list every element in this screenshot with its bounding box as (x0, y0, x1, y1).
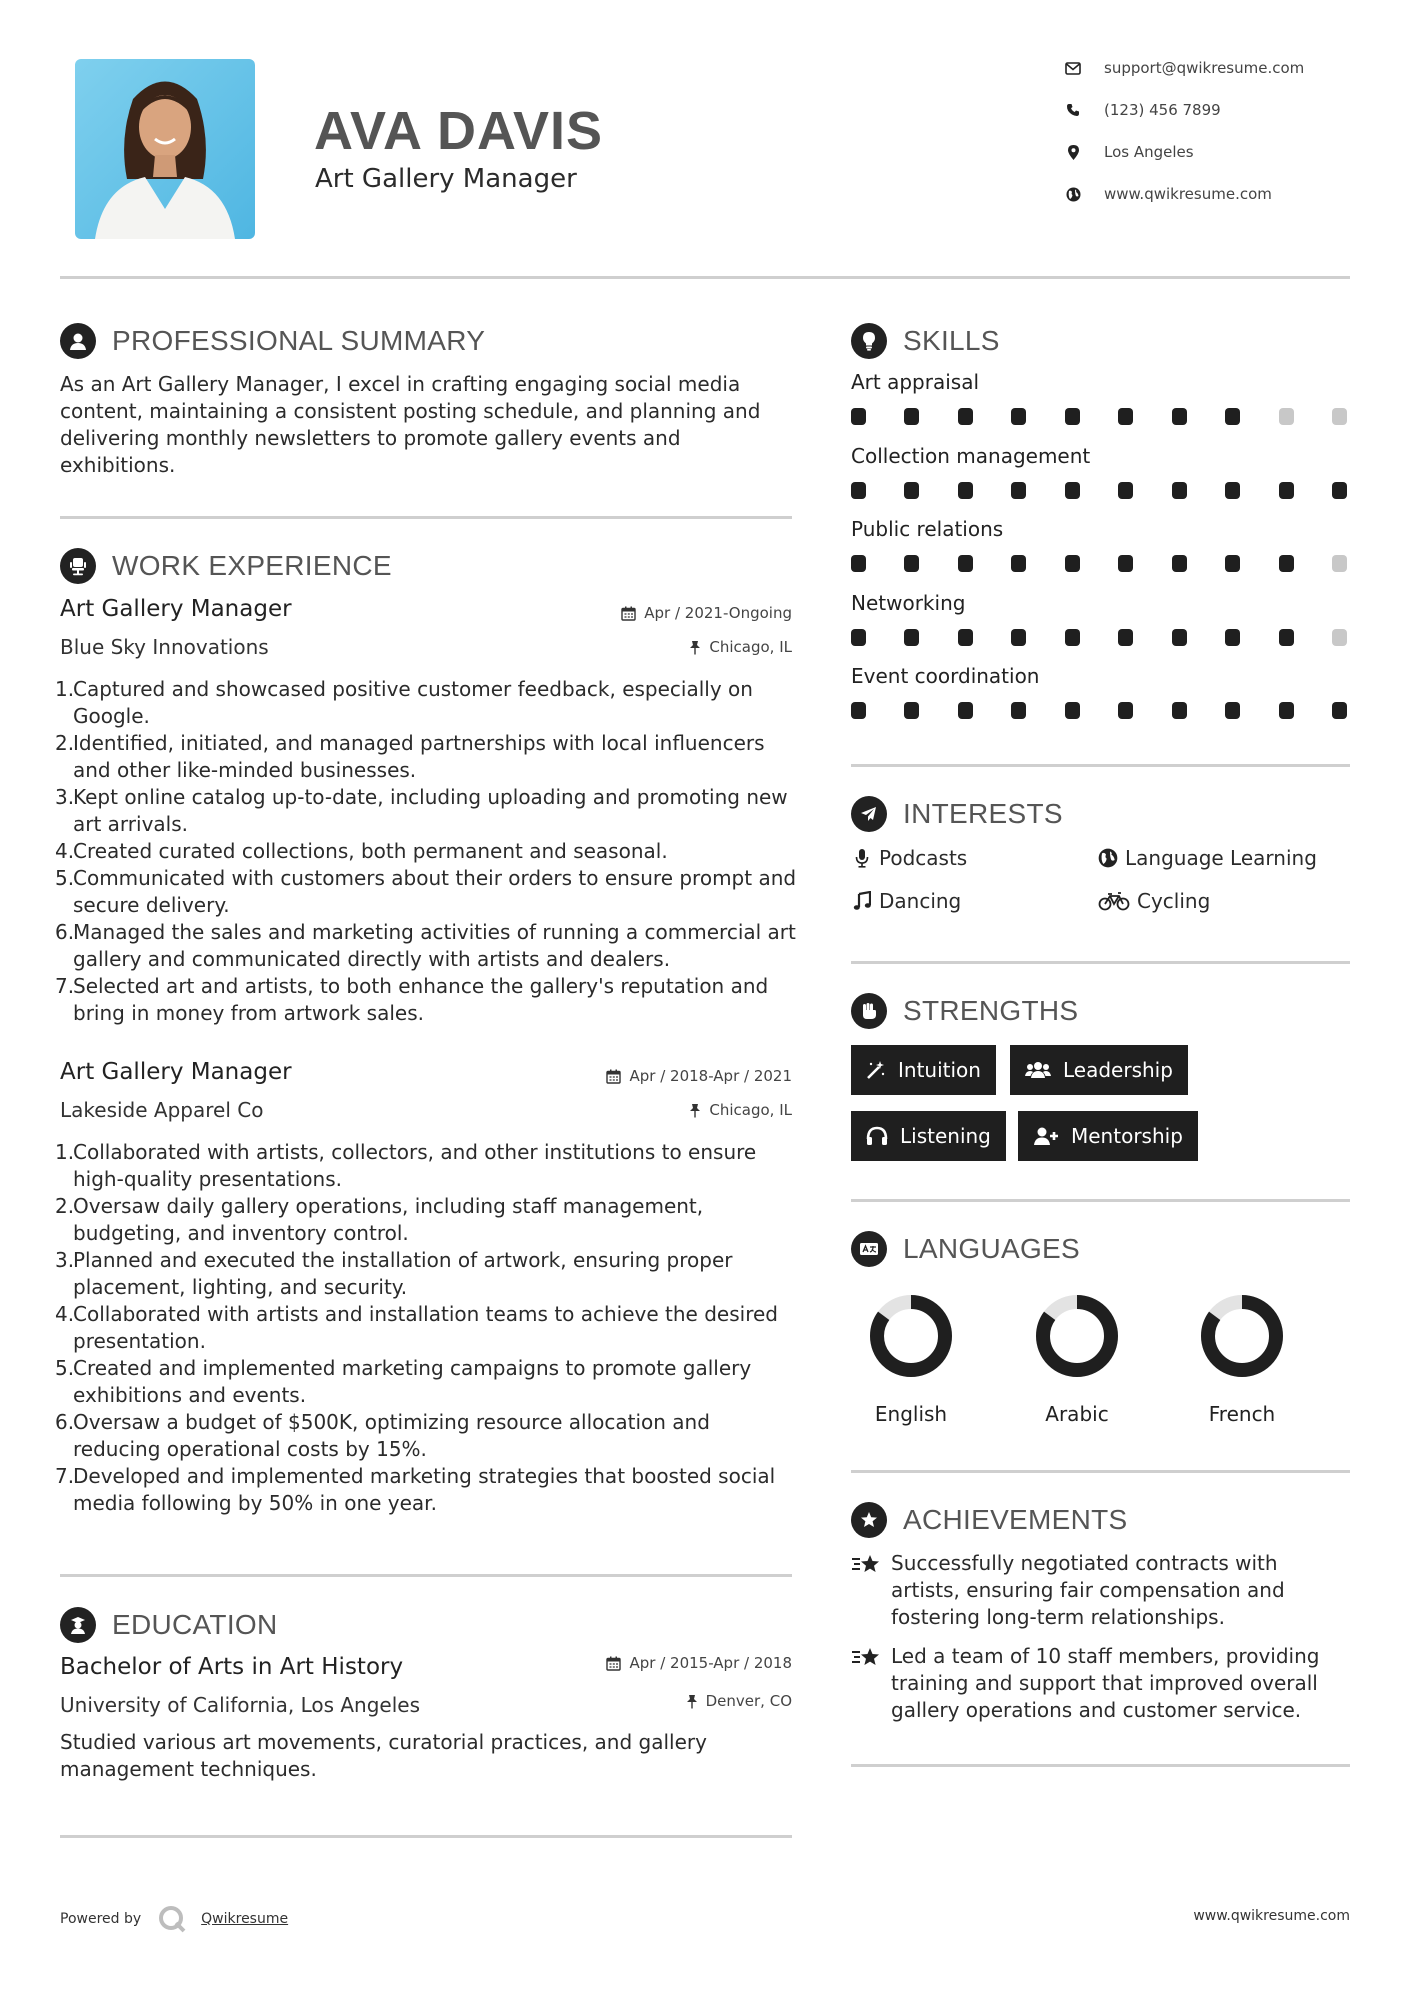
rating-dot (1225, 555, 1240, 572)
education-heading (60, 1607, 278, 1643)
languages-list (851, 1290, 1350, 1430)
rating-dot (958, 408, 973, 425)
language-label: English (874, 1402, 948, 1426)
pushpin-icon (689, 1103, 701, 1118)
education-text: Studied various art movements, curatorial practices, and gallery management techniques. (60, 1730, 707, 1781)
job-2-date: Apr / 2018-Apr / 2021 (480, 1067, 792, 1085)
education-divider (60, 1835, 792, 1838)
rating-dot (1332, 702, 1347, 719)
list-item: 7. Developed and implemented marketing strategies that boosted social media following by 50% in one year. (55, 1464, 776, 1515)
rating-dot (1065, 408, 1080, 425)
list-item: 1. Collaborated with artists, collectors, and other institutions to ensure high-quality presentations. (55, 1140, 757, 1191)
skill-name: Event coordination (851, 664, 1040, 688)
rating-dot (1011, 702, 1026, 719)
globe-icon (1097, 847, 1119, 869)
rating-dot (1172, 629, 1187, 646)
education-degree: Bachelor of Arts in Art History (60, 1654, 404, 1680)
strengths-heading (851, 993, 1078, 1029)
interest-podcasts: Podcasts (851, 846, 967, 870)
language-icon (851, 1231, 887, 1267)
experience-title: WORK EXPERIENCE (112, 550, 392, 581)
contact-website[interactable] (1064, 185, 1272, 203)
rating-dot (1279, 482, 1294, 499)
summary-text: As an Art Gallery Manager, I excel in crafting engaging social media content, maintaining a consistent posting schedule, and planning and delivering monthly newsletters to promote gallery events and exhibitions. (60, 372, 761, 477)
job-1-company: Blue Sky Innovations (60, 635, 269, 659)
fist-icon (851, 993, 887, 1029)
strengths-title: STRENGTHS (903, 995, 1079, 1026)
rating-dot (1172, 555, 1187, 572)
rating-dot (904, 555, 919, 572)
star-badge-icon (851, 1502, 887, 1538)
rating-dot (1011, 482, 1026, 499)
rating-dot (1279, 408, 1294, 425)
interest-dancing: Dancing (851, 889, 961, 913)
summary-divider (60, 516, 792, 519)
envelope-icon (1064, 59, 1082, 77)
education-date: Apr / 2015-Apr / 2018 (480, 1654, 792, 1672)
rating-dot (1225, 702, 1240, 719)
rating-dot (904, 702, 919, 719)
music-note-icon (851, 890, 873, 912)
achievements-heading (851, 1502, 1128, 1538)
interests-heading (851, 796, 1063, 832)
rating-dot (958, 555, 973, 572)
list-item: 4. Created curated collections, both permanent and seasonal. (55, 839, 668, 863)
rating-dot (1011, 555, 1026, 572)
contact-phone[interactable] (1064, 101, 1221, 119)
candidate-name: AVA DAVIS (314, 101, 604, 161)
headphones-icon (866, 1126, 888, 1146)
experience-heading (60, 548, 392, 584)
rating-dot (1172, 702, 1187, 719)
rating-dot (1118, 555, 1133, 572)
magic-wand-icon (866, 1060, 886, 1080)
rating-dot (1279, 629, 1294, 646)
list-item: 5. Created and implemented marketing campaigns to promote gallery exhibitions and events. (55, 1356, 752, 1407)
skill-name: Art appraisal (851, 370, 980, 394)
language-item (1022, 1290, 1132, 1426)
list-item: 5. Communicated with customers about their orders to ensure prompt and secure delivery. (55, 866, 797, 917)
skill-rating (851, 629, 1347, 646)
interests-divider (851, 961, 1350, 964)
map-pin-icon (1064, 143, 1082, 161)
list-item: 1. Captured and showcased positive customer feedback, especially on Google. (55, 677, 753, 728)
skill-name: Networking (851, 590, 966, 615)
contact-email-text: support@qwikresume.com (1104, 59, 1305, 77)
job-1-title: Art Gallery Manager (60, 596, 292, 622)
lightbulb-icon (851, 323, 887, 359)
skills-heading (851, 323, 1000, 359)
summary-heading (60, 323, 485, 359)
shooting-star-icon (851, 1643, 891, 1724)
rating-dot (1332, 555, 1347, 572)
job-2-company: Lakeside Apparel Co (60, 1098, 264, 1122)
header-divider (60, 276, 1350, 279)
interests-title: INTERESTS (903, 798, 1063, 829)
strengths-divider (851, 1199, 1350, 1202)
rating-dot (1279, 555, 1294, 572)
job-1-date: Apr / 2021-Ongoing (480, 604, 792, 622)
pushpin-icon (689, 640, 701, 655)
job-2-location: Chicago, IL (480, 1101, 792, 1119)
rating-dot (1065, 629, 1080, 646)
qwikresume-logo-icon (157, 1904, 187, 1934)
languages-heading (851, 1231, 1080, 1267)
microphone-icon (851, 847, 873, 869)
skills-list (851, 370, 1351, 738)
profile-photo (75, 59, 255, 239)
rating-dot (1172, 482, 1187, 499)
phone-icon (1064, 101, 1082, 119)
list-item: 6. Oversaw a budget of $500K, optimizing resource allocation and reducing operational costs by 15%. (55, 1410, 710, 1461)
languages-divider (851, 1470, 1350, 1473)
list-item: 7. Selected art and artists, to both enhance the gallery's reputation and bring in money from artwork sales. (55, 974, 769, 1025)
rating-dot (904, 629, 919, 646)
rating-dot (1279, 702, 1294, 719)
powered-by-text: Powered by (60, 1911, 142, 1927)
achievements-title: ACHIEVEMENTS (903, 1504, 1128, 1535)
rating-dot (1332, 482, 1347, 499)
skills-title: SKILLS (903, 325, 1000, 356)
achievement-item-2: Led a team of 10 staff members, providing training and support that improved overall gallery operations and customer service. (851, 1643, 1351, 1724)
skill-row (851, 591, 1351, 665)
rating-dot (958, 702, 973, 719)
job-2-title: Art Gallery Manager (60, 1059, 292, 1085)
list-item: 3. Planned and executed the installation of artwork, ensuring proper placement, lighting, and security. (55, 1248, 733, 1299)
languages-title: LANGUAGES (903, 1233, 1080, 1264)
qwikresume-link[interactable]: Qwikresume (201, 1911, 289, 1927)
language-item (856, 1290, 966, 1426)
bicycle-icon (1097, 890, 1131, 912)
skill-name: Collection management (851, 443, 1091, 468)
skill-rating (851, 555, 1347, 572)
candidate-role: Art Gallery Manager (315, 164, 577, 194)
contact-phone-text: (123) 456 7899 (1104, 101, 1221, 119)
job-1-location: Chicago, IL (480, 638, 792, 656)
rating-dot (1065, 482, 1080, 499)
strength-tag-intuition: Intuition (851, 1045, 996, 1095)
rating-dot (1118, 482, 1133, 499)
rating-dot (1011, 408, 1026, 425)
language-ring (1022, 1290, 1132, 1390)
strength-tag-leadership: Leadership (1010, 1045, 1188, 1095)
language-label: French (1208, 1402, 1276, 1426)
list-item: 6. Managed the sales and marketing activities of running a commercial art gallery and communicated directly with artists and dealers. (55, 920, 796, 971)
rating-dot (1118, 702, 1133, 719)
rating-dot (958, 629, 973, 646)
list-item: 2. Identified, initiated, and managed partnerships with local influencers and other like-minded businesses. (55, 731, 765, 782)
rating-dot (851, 482, 866, 499)
skill-rating (851, 482, 1347, 499)
strength-tag-mentorship: Mentorship (1018, 1111, 1198, 1161)
experience-divider (60, 1574, 792, 1577)
users-icon (1025, 1060, 1051, 1080)
calendar-icon (606, 1656, 621, 1671)
globe-icon (1064, 185, 1082, 203)
contact-email[interactable] (1064, 59, 1304, 77)
office-chair-icon (60, 548, 96, 584)
skill-row (851, 370, 1351, 444)
education-title: EDUCATION (112, 1609, 278, 1640)
rating-dot (851, 408, 866, 425)
rating-dot (1172, 408, 1187, 425)
paper-plane-icon (851, 796, 887, 832)
rating-dot (1118, 629, 1133, 646)
user-plus-icon (1033, 1126, 1059, 1146)
language-ring (1187, 1290, 1297, 1390)
language-label: Arabic (1045, 1402, 1109, 1426)
strength-tag-listening: Listening (851, 1111, 1006, 1161)
rating-dot (851, 555, 866, 572)
calendar-icon (621, 606, 636, 621)
contact-website-text: www.qwikresume.com (1104, 185, 1272, 203)
language-item (1187, 1290, 1297, 1426)
rating-dot (1065, 555, 1080, 572)
graduate-icon (60, 1607, 96, 1643)
list-item: 4. Collaborated with artists and installation teams to achieve the desired presentation. (55, 1302, 778, 1353)
rating-dot (1065, 702, 1080, 719)
contact-location-text: Los Angeles (1104, 143, 1194, 161)
rating-dot (1118, 408, 1133, 425)
pushpin-icon (686, 1694, 698, 1709)
job-1-responsibilities (55, 676, 800, 1027)
rating-dot (1332, 629, 1347, 646)
skill-row (851, 517, 1351, 591)
rating-dot (1332, 408, 1347, 425)
user-circle-icon (60, 323, 96, 359)
skill-row (851, 444, 1351, 518)
skill-rating (851, 408, 1347, 425)
rating-dot (958, 482, 973, 499)
education-location: Denver, CO (480, 1692, 792, 1710)
rating-dot (1225, 482, 1240, 499)
list-item: 3. Kept online catalog up-to-date, including uploading and promoting new art arrivals. (55, 785, 788, 836)
list-item: 2. Oversaw daily gallery operations, including staff management, budgeting, and inventory control. (55, 1194, 704, 1245)
rating-dot (904, 482, 919, 499)
skill-name: Public relations (851, 517, 1004, 541)
shooting-star-icon (851, 1550, 891, 1631)
rating-dot (1011, 629, 1026, 646)
summary-title: PROFESSIONAL SUMMARY (112, 325, 486, 356)
footer-powered-by (60, 1904, 288, 1934)
rating-dot (851, 629, 866, 646)
footer-website[interactable]: www.qwikresume.com (1193, 1908, 1350, 1924)
job-2-responsibilities (55, 1139, 800, 1517)
interest-cycling: Cycling (1097, 889, 1210, 913)
skill-rating (851, 702, 1347, 719)
skill-row (851, 664, 1351, 738)
rating-dot (904, 408, 919, 425)
achievement-item-1: Successfully negotiated contracts with artists, ensuring fair compensation and fostering long-term relationships. (851, 1550, 1351, 1631)
calendar-icon (606, 1069, 621, 1084)
rating-dot (1225, 408, 1240, 425)
achievements-divider (851, 1764, 1350, 1767)
rating-dot (1225, 629, 1240, 646)
education-school: University of California, Los Angeles (60, 1693, 421, 1717)
language-ring (856, 1290, 966, 1390)
rating-dot (851, 702, 866, 719)
skills-divider (851, 764, 1350, 767)
interest-language-learning: Language Learning (1097, 846, 1317, 870)
contact-location (1064, 143, 1194, 161)
